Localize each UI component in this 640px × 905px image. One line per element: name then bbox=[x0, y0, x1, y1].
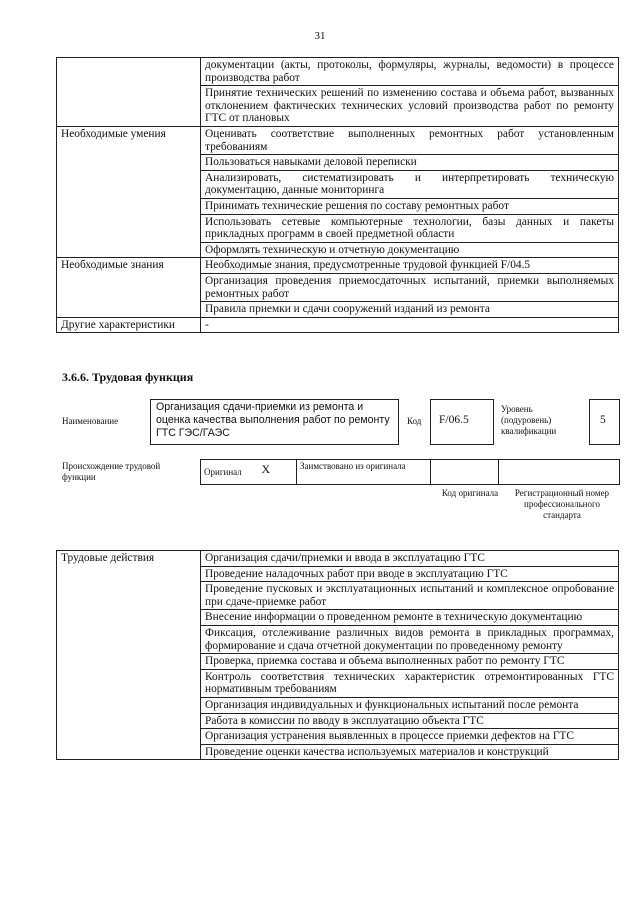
table-cell: Организация проведения приемосдаточных испытаний, приемки выполняемых ремонтных работ bbox=[201, 273, 619, 301]
function-name-field: Организация сдачи-приемки из ремонта и оценка качества выполнения работ по ремонту ГТС ГЭС/ГАЭС bbox=[150, 399, 399, 445]
code-original-cell bbox=[431, 460, 499, 485]
table-row bbox=[57, 126, 619, 154]
row-label-skills: Необходимые умения bbox=[57, 126, 201, 257]
code-label: Код bbox=[407, 416, 422, 426]
table-cell: Принятие технических решений по изменению состава и объема работ, вызванных отклонением фактических технических условий производства работ по ремонту ГТС от плановых bbox=[201, 86, 619, 127]
original-label: Оригинал bbox=[201, 460, 259, 485]
function-code-field: F/06.5 bbox=[430, 399, 494, 445]
table-row bbox=[57, 317, 619, 333]
code-original-caption: Код оригинала bbox=[441, 488, 499, 498]
skills-knowledge-table bbox=[56, 57, 619, 333]
table-cell: Проверка, приемка состава и объема выполненных работ по ремонту ГТС bbox=[201, 654, 619, 670]
qualification-level-field: 5 bbox=[589, 399, 620, 445]
table-row bbox=[57, 58, 619, 86]
row-label bbox=[57, 58, 201, 127]
table-cell: Пользоваться навыками деловой переписки bbox=[201, 155, 619, 171]
table-cell: Оформлять техническую и отчетную документацию bbox=[201, 242, 619, 258]
origin-table bbox=[200, 459, 620, 485]
row-label-knowledge: Необходимые знания bbox=[57, 258, 201, 317]
table-row bbox=[57, 551, 619, 567]
origin-label: Происхождение трудовой функции bbox=[62, 461, 161, 482]
table-cell: документации (акты, протоколы, формуляры, журналы, ведомости) в процессе производства работ bbox=[201, 58, 619, 86]
reg-number-caption: Регистрационный номер профессионального стандарта bbox=[514, 488, 610, 520]
table-cell: Контроль соответствия технических характеристик отремонтированных ГТС нормативным требованиям bbox=[201, 669, 619, 697]
borrowed-label: Заимствовано из оригинала bbox=[297, 460, 431, 485]
section-heading: 3.6.6. Трудовая функция bbox=[62, 370, 194, 384]
name-label: Наименование bbox=[62, 416, 119, 426]
row-label-labor-actions: Трудовые действия bbox=[57, 551, 201, 760]
table-cell: Анализировать, систематизировать и интерпретировать техническую документацию, данные мониторинга bbox=[201, 170, 619, 198]
table-cell: Внесение информации о проведенном ремонте в техническую документацию bbox=[201, 610, 619, 626]
table-cell: - bbox=[201, 317, 619, 333]
reg-number-cell bbox=[499, 460, 620, 485]
table-row bbox=[57, 258, 619, 274]
table-cell: Работа в комиссии по вводу в эксплуатацию объекта ГТС bbox=[201, 713, 619, 729]
table-cell: Использовать сетевые компьютерные технологии, базы данных и пакеты прикладных программ в своей предметной области bbox=[201, 214, 619, 242]
original-mark: X bbox=[259, 460, 297, 485]
table-cell: Проведение наладочных работ при вводе в эксплуатацию ГТС bbox=[201, 566, 619, 582]
page-number: 31 bbox=[314, 30, 326, 42]
table-cell: Организация сдачи/приемки и ввода в эксплуатацию ГТС bbox=[201, 551, 619, 567]
labor-actions-table bbox=[56, 550, 619, 760]
table-cell: Проведение пусковых и эксплуатационных испытаний и комплексное опробование при сдаче-приемке работ bbox=[201, 582, 619, 610]
table-cell: Оценивать соответствие выполненных ремонтных работ установленным требованиям bbox=[201, 126, 619, 154]
table-cell: Необходимые знания, предусмотренные трудовой функцией F/04.5 bbox=[201, 258, 619, 274]
table-cell: Организация индивидуальных и функциональных испытаний после ремонта bbox=[201, 697, 619, 713]
table-cell: Организация устранения выявленных в процессе приемки дефектов на ГТС bbox=[201, 729, 619, 745]
level-label: Уровень (подуровень) квалификации bbox=[501, 404, 557, 436]
row-label-other: Другие характеристики bbox=[57, 317, 201, 333]
table-cell: Принимать технические решения по составу ремонтных работ bbox=[201, 198, 619, 214]
table-cell: Проведение оценки качества используемых материалов и конструкций bbox=[201, 744, 619, 760]
table-cell: Правила приемки и сдачи сооружений изданий из ремонта bbox=[201, 302, 619, 318]
table-cell: Фиксация, отслеживание различных видов ремонта в прикладных программах, формирование и сдача отчетной документации по проведенному ремонту bbox=[201, 625, 619, 653]
